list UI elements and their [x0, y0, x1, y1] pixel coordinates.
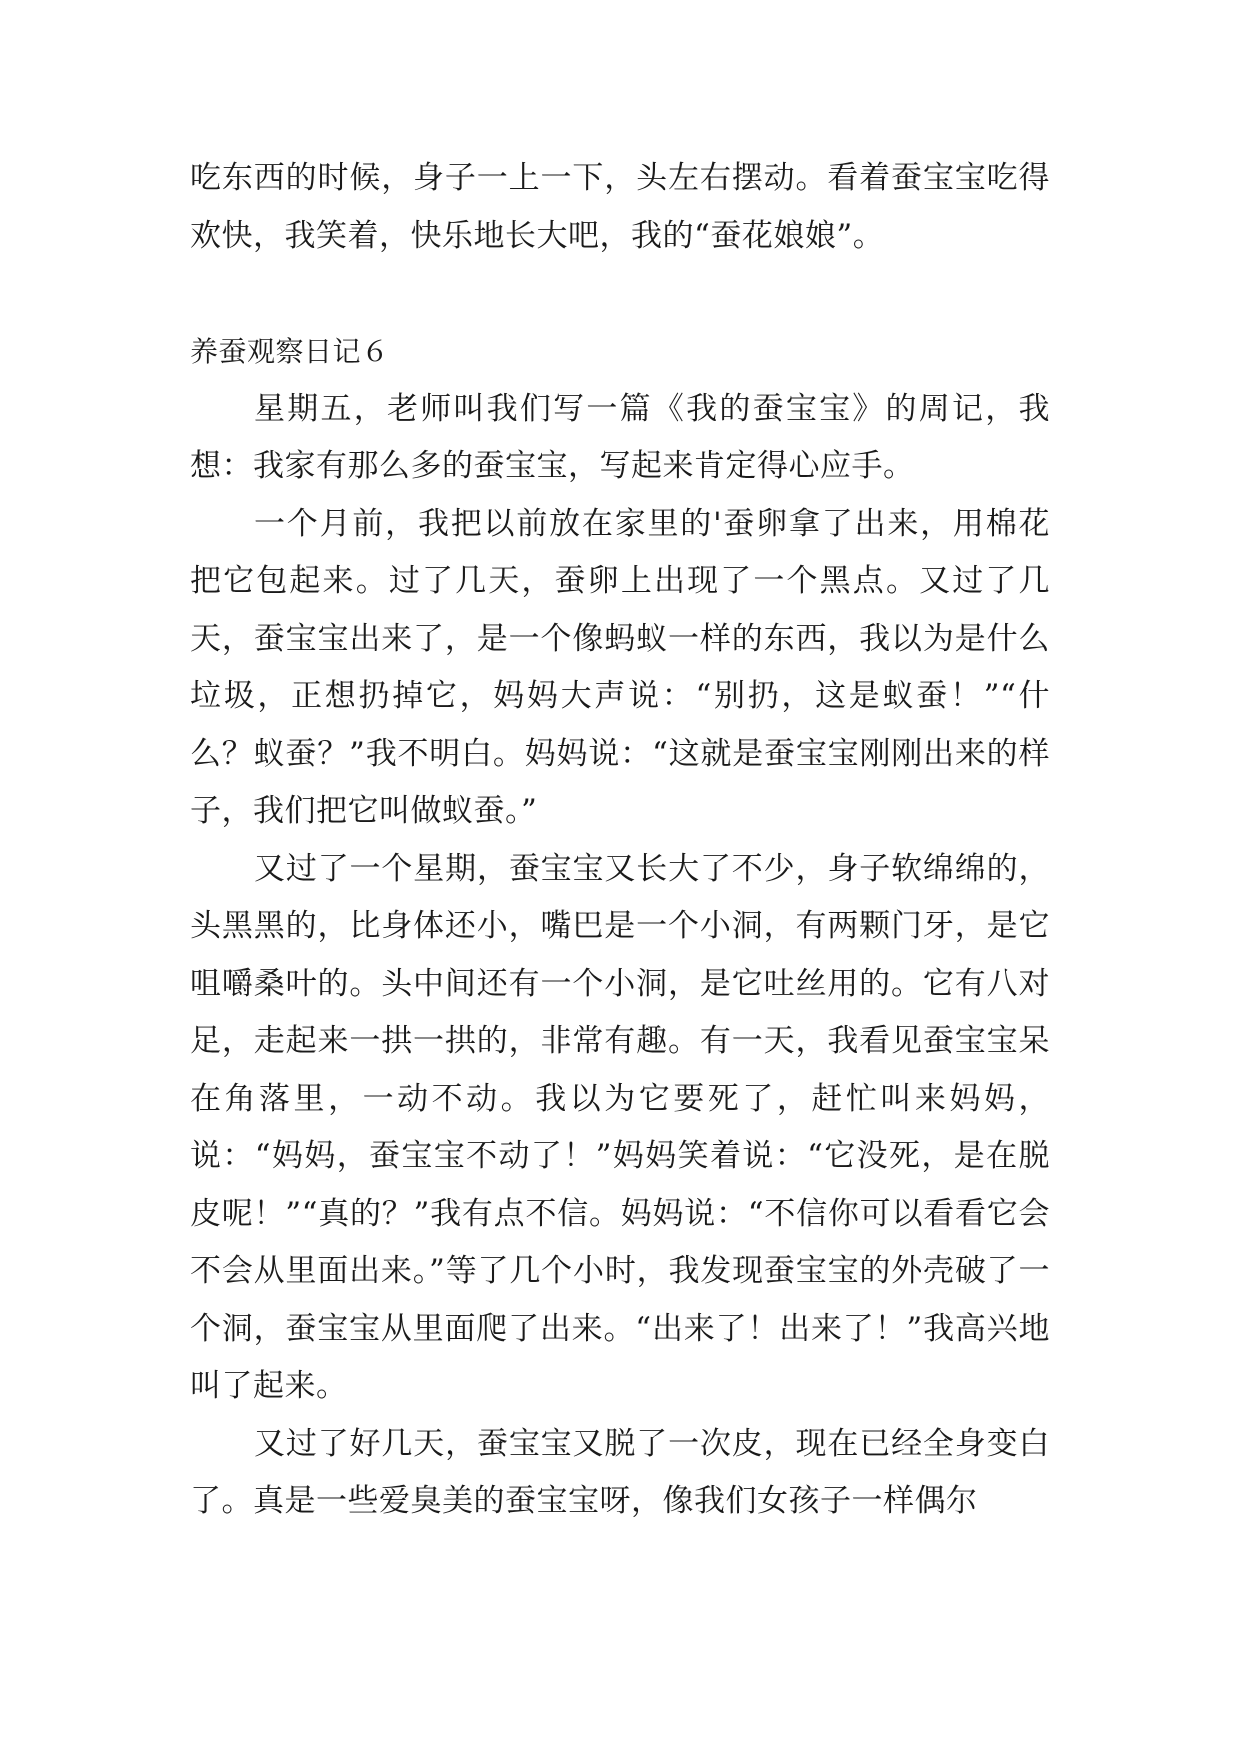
- section-title: 养蚕观察日记６: [190, 335, 390, 368]
- paragraph: 又过了一个星期，蚕宝宝又长大了不少，身子软绵绵的，头黑黑的，比身体还小，嘴巴是一个小洞，有两颗门牙，是它咀嚼桑叶的。头中间还有一个小洞，是它吐丝用的。它有八对足，走起来一拱一拱的，非常有趣。有一天，我看见蚕宝宝呆在角落里，一动不动。我以为它要死了，赶忙叫来妈妈，说：“妈妈，蚕宝宝不动了！”妈妈笑着说：“它没死，是在脱皮呢！”“真的？”我有点不信。妈妈说：“不信你可以看看它会不会从里面出来。”等了几个小时，我发现蚕宝宝的外壳破了一个洞，蚕宝宝从里面爬了出来。“出来了！出来了！”我高兴地叫了起来。: [190, 850, 1050, 1404]
- document-body: [190, 150, 1050, 1531]
- paragraph: 又过了好几天，蚕宝宝又脱了一次皮，现在已经全身变白了。真是一些爱臭美的蚕宝宝呀，像我们女孩子一样偶尔: [190, 1425, 1050, 1519]
- section-spacer: [190, 265, 1050, 323]
- top-paragraph: 吃东西的时候，身子一上一下，头左右摆动。看着蚕宝宝吃得欢快，我笑着，快乐地长大吧，我的“蚕花娘娘”。: [190, 160, 1050, 254]
- paragraph: 一个月前，我把以前放在家里的'蚕卵拿了出来，用棉花把它包起来。过了几天，蚕卵上出现了一个黑点。又过了几天，蚕宝宝出来了，是一个像蚂蚁一样的东西，我以为是什么垃圾，正想扔掉它，妈妈大声说：“别扔，这是蚁蚕！”“什么？蚁蚕？”我不明白。妈妈说：“这就是蚕宝宝刚刚出来的样子，我们把它叫做蚁蚕。”: [190, 505, 1050, 829]
- paragraph: 星期五，老师叫我们写一篇《我的蚕宝宝》的周记，我想：我家有那么多的蚕宝宝，写起来肯定得心应手。: [190, 390, 1050, 484]
